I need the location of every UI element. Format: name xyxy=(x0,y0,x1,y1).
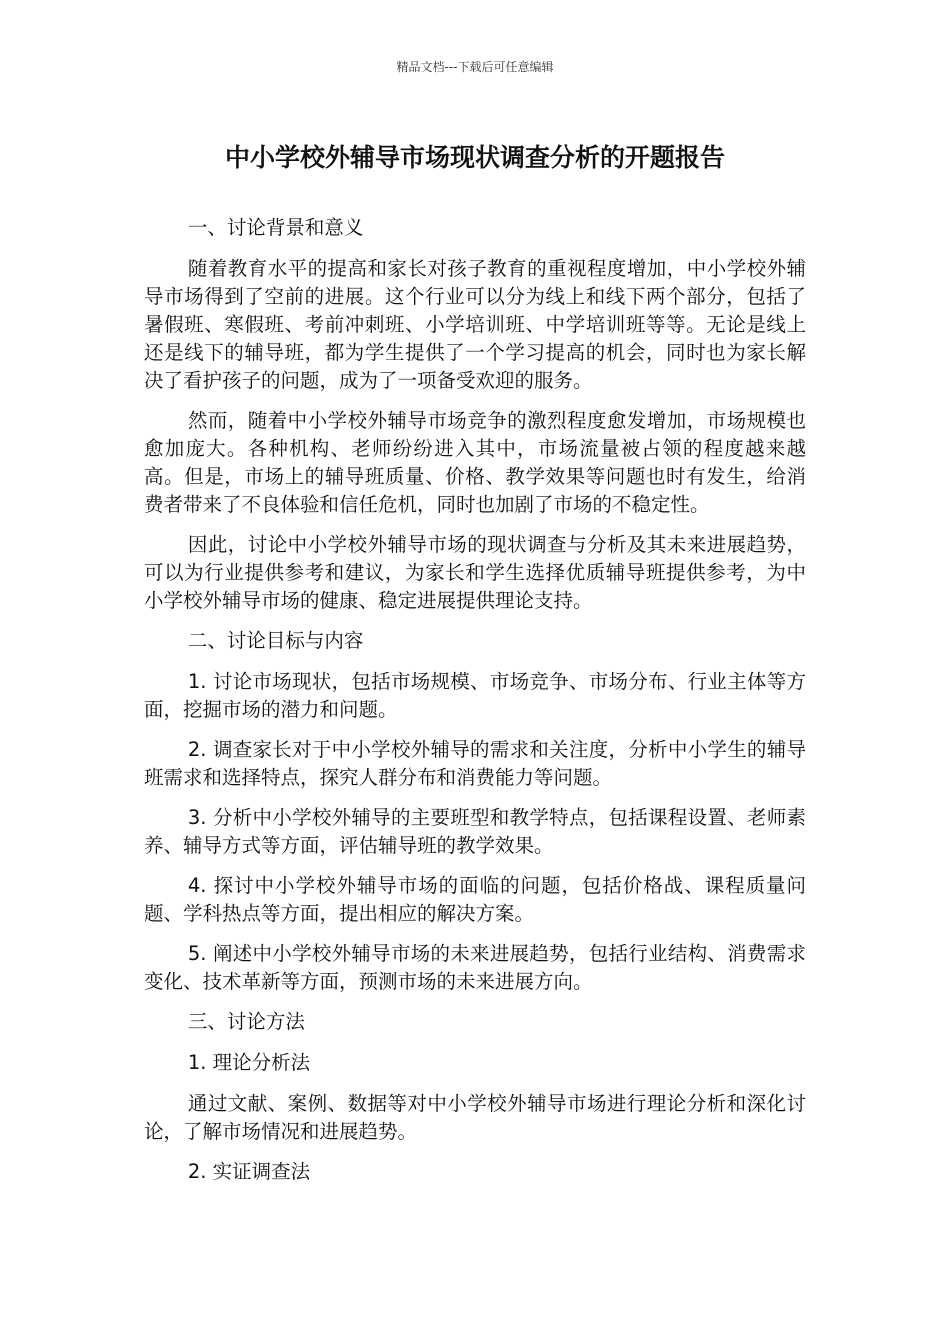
header-note: 精品文档---下载后可任意编辑 xyxy=(396,60,554,74)
section-heading-methods: 三、讨论方法 xyxy=(187,1010,305,1033)
list-item: 5. 阐述中小学校外辅导市场的未来进展趋势，包括行业结构、消费需求变化、技术革新等方面，预测市场的未来进展方向。 xyxy=(144,942,806,993)
paragraph: 然而，随着中小学校外辅导市场竞争的激烈程度愈发增加，市场规模也愈加庞大。各种机构、老师纷纷进入其中，市场流量被占领的程度越来越高。但是，市场上的辅导班质量、价格、教学效果等问题也时有发生，给消费者带来了不良体验和信任危机，同时也加剧了市场的不稳定性。 xyxy=(144,409,806,516)
paragraph: 随着教育水平的提高和家长对孩子教育的重视程度增加，中小学校外辅导市场得到了空前的进展。这个行业可以分为线上和线下两个部分，包括了暑假班、寒假班、考前冲刺班、小学培训班、中学培训班等等。无论是线上还是线下的辅导班，都为学生提供了一个学习提高的机会，同时也为家长解决了看护孩子的问题，成为了一项备受欢迎的服务。 xyxy=(144,257,806,392)
list-item: 1. 讨论市场现状，包括市场规模、市场竞争、市场分布、行业主体等方面，挖掘市场的潜力和问题。 xyxy=(144,670,806,721)
paragraph: 因此，讨论中小学校外辅导市场的现状调查与分析及其未来进展趋势，可以为行业提供参考和建议，为家长和学生选择优质辅导班提供参考，为中小学校外辅导市场的健康、稳定进展提供理论支持。 xyxy=(144,533,806,612)
paragraph: 通过文献、案例、数据等对中小学校外辅导市场进行理论分析和深化讨论，了解市场情况和进展趋势。 xyxy=(144,1092,806,1143)
list-item: 3. 分析中小学校外辅导的主要班型和教学特点，包括课程设置、老师素养、辅导方式等方面，评估辅导班的教学效果。 xyxy=(144,806,806,857)
subheading-empirical-survey: 2. 实证调查法 xyxy=(187,1160,311,1183)
document-body xyxy=(144,214,806,1199)
section-heading-goals: 二、讨论目标与内容 xyxy=(187,629,364,652)
section-heading-background: 一、讨论背景和意义 xyxy=(187,216,364,239)
list-item: 4. 探讨中小学校外辅导市场的面临的问题，包括价格战、课程质量问题、学科热点等方面，提出相应的解决方案。 xyxy=(144,874,806,925)
document-title: 中小学校外辅导市场现状调查分析的开题报告 xyxy=(224,143,725,172)
subheading-theory-analysis: 1. 理论分析法 xyxy=(187,1051,311,1074)
list-item: 2. 调查家长对于中小学校外辅导的需求和关注度，分析中小学生的辅导班需求和选择特点，探究人群分布和消费能力等问题。 xyxy=(144,738,806,789)
